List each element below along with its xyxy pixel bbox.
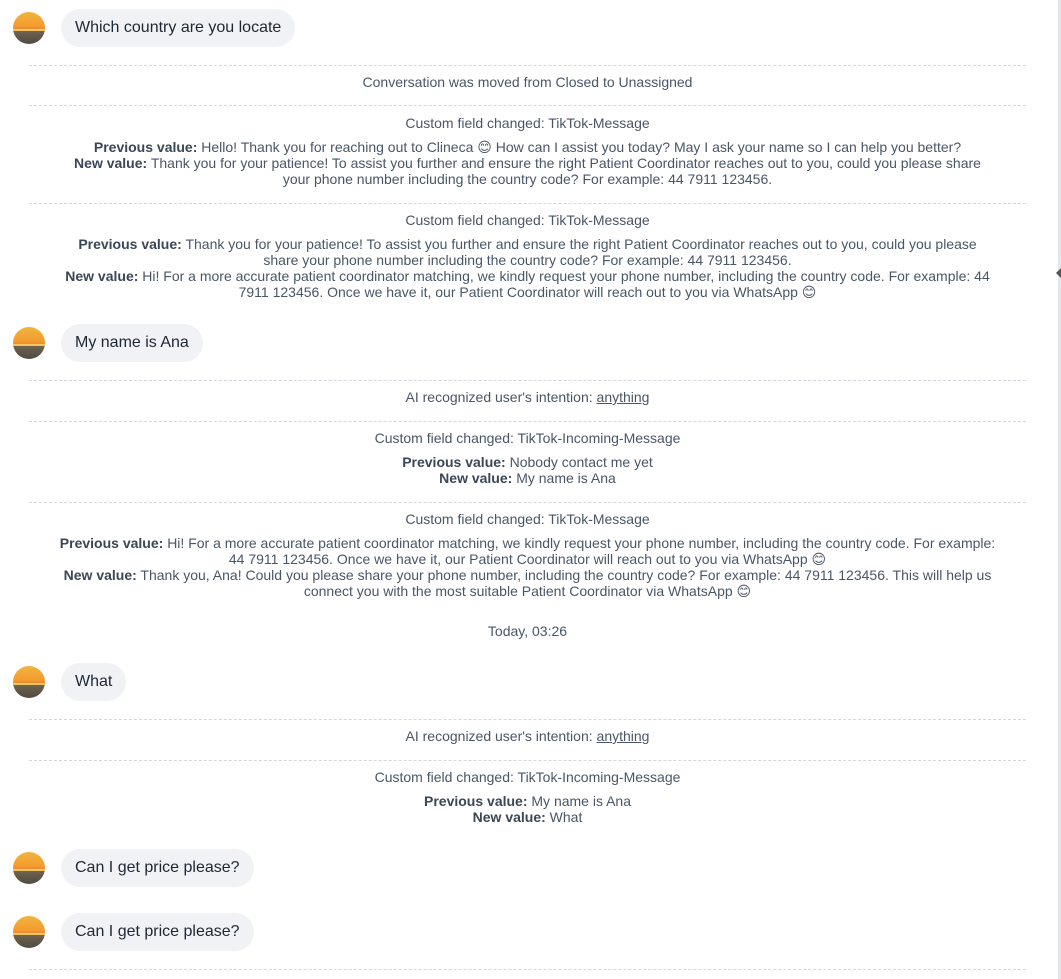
collapse-arrow-icon[interactable] bbox=[1056, 268, 1061, 278]
intent-link[interactable]: anything bbox=[596, 728, 650, 744]
previous-value-label: Previous value: bbox=[59, 535, 164, 551]
message-bubble[interactable]: What bbox=[61, 663, 126, 701]
avatar[interactable] bbox=[13, 852, 45, 884]
new-value: Thank you for your patience! To assist you further and ensure the right Patient Coordinator reaches out to you, could you please share your phone number including the country code? For example: 44 7911 123456. bbox=[150, 155, 981, 187]
avatar[interactable] bbox=[13, 916, 45, 948]
previous-value-label: Previous value: bbox=[424, 793, 528, 809]
new-value: Thank you, Ana! Could you please share your phone number, including the country code? For example: 44 7911 123456. This will help us connect you with the most suitable Patient Coordinator via WhatsApp 😊 bbox=[140, 567, 992, 599]
event-title: Custom field changed: TikTok-Incoming-Message bbox=[374, 769, 681, 785]
previous-value: Nobody contact me yet bbox=[509, 454, 653, 470]
custom-field-event bbox=[29, 769, 1026, 825]
message-row bbox=[13, 9, 295, 47]
new-value: Hi! For a more accurate patient coordinator matching, we kindly request your phone number, including the country code. For example: 44 7911 123456. Once we have it, our Patient Coordinator will reach out to you via WhatsApp 😊 bbox=[142, 268, 990, 300]
custom-field-event bbox=[29, 212, 1026, 300]
avatar[interactable] bbox=[13, 12, 45, 44]
event-title: Custom field changed: TikTok-Message bbox=[405, 511, 650, 527]
divider bbox=[29, 105, 1026, 106]
divider bbox=[29, 969, 1026, 970]
new-value: My name is Ana bbox=[516, 470, 616, 486]
divider bbox=[29, 719, 1026, 720]
previous-value: Hello! Thank you for reaching out to Clineca 😊 How can I assist you today? May I ask your name so I can help you better? bbox=[201, 139, 962, 155]
message-row bbox=[13, 913, 254, 951]
new-value-label: New value: bbox=[439, 470, 513, 486]
message-row bbox=[13, 324, 203, 362]
message-row bbox=[13, 663, 126, 701]
message-bubble[interactable]: Which country are you locate bbox=[61, 9, 295, 47]
previous-value-label: Previous value: bbox=[78, 236, 182, 252]
new-value-label: New value: bbox=[65, 268, 139, 284]
divider bbox=[29, 502, 1026, 503]
previous-value: Hi! For a more accurate patient coordinator matching, we kindly request your phone number, including the country code. For example: 44 7911 123456. Once we have it, our Patient Coordinator will reach out to you via WhatsApp 😊 bbox=[167, 535, 996, 567]
previous-value-label: Previous value: bbox=[402, 454, 506, 470]
ai-intent-event bbox=[29, 389, 1026, 405]
divider bbox=[29, 421, 1026, 422]
custom-field-event bbox=[29, 511, 1026, 599]
divider bbox=[29, 380, 1026, 381]
divider bbox=[29, 203, 1026, 204]
intent-link[interactable]: anything bbox=[596, 389, 650, 405]
ai-intent-prefix: AI recognized user's intention: bbox=[405, 728, 593, 744]
custom-field-event bbox=[29, 430, 1026, 486]
event-title: Custom field changed: TikTok-Message bbox=[405, 115, 650, 131]
avatar[interactable] bbox=[13, 327, 45, 359]
ai-intent-event bbox=[29, 728, 1026, 744]
message-bubble[interactable]: Can I get price please? bbox=[61, 849, 254, 887]
previous-value-label: Previous value: bbox=[93, 139, 198, 155]
previous-value: My name is Ana bbox=[531, 793, 631, 809]
avatar[interactable] bbox=[13, 666, 45, 698]
divider bbox=[29, 760, 1026, 761]
ai-intent-prefix: AI recognized user's intention: bbox=[405, 389, 593, 405]
conversation-moved-event: Conversation was moved from Closed to Unassigned bbox=[362, 74, 693, 90]
message-bubble[interactable]: Can I get price please? bbox=[61, 913, 254, 951]
new-value-label: New value: bbox=[74, 155, 148, 171]
new-value-label: New value: bbox=[63, 567, 137, 583]
divider bbox=[29, 65, 1026, 66]
previous-value: Thank you for your patience! To assist you further and ensure the right Patient Coordinator reaches out to you, could you please share your phone number including the country code? For example: 44 7911 123456. bbox=[185, 236, 977, 268]
timestamp: Today, 03:26 bbox=[487, 623, 568, 639]
custom-field-event bbox=[29, 115, 1026, 187]
event-title: Custom field changed: TikTok-Incoming-Message bbox=[374, 430, 681, 446]
new-value: What bbox=[549, 809, 583, 825]
message-bubble[interactable]: My name is Ana bbox=[61, 324, 203, 362]
new-value-label: New value: bbox=[472, 809, 546, 825]
event-title: Custom field changed: TikTok-Message bbox=[405, 212, 650, 228]
message-row bbox=[13, 849, 254, 887]
